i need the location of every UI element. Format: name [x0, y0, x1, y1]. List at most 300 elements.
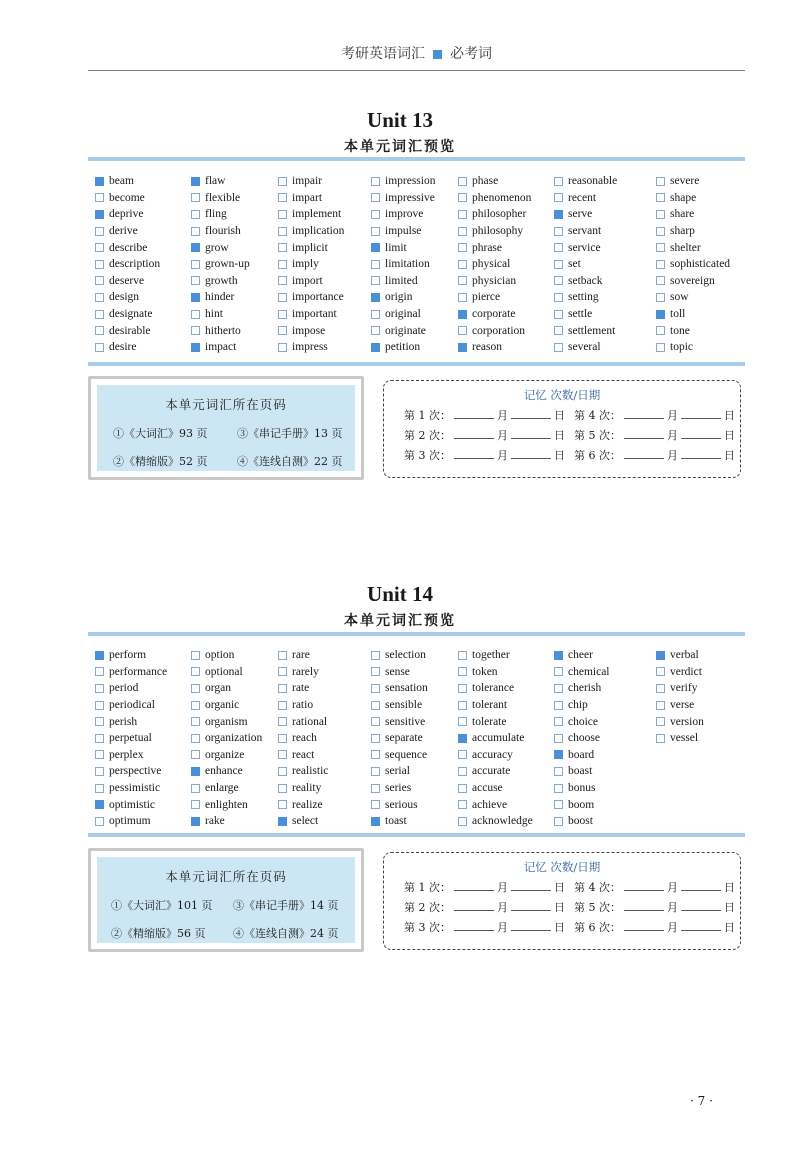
memory-attempt-label: 第 6 次：: [574, 449, 621, 462]
month-blank[interactable]: [624, 920, 664, 931]
vocabulary-item: [458, 339, 531, 356]
vocabulary-word: organization: [205, 732, 263, 745]
vocabulary-item: [656, 322, 730, 339]
unchecked-checkbox-icon[interactable]: [191, 260, 200, 269]
unchecked-checkbox-icon[interactable]: [554, 193, 563, 202]
vocabulary-word: implication: [292, 225, 345, 238]
unchecked-checkbox-icon[interactable]: [554, 667, 563, 676]
memory-log-row: [404, 899, 565, 915]
vocabulary-item: [371, 813, 428, 830]
unchecked-checkbox-icon[interactable]: [458, 260, 467, 269]
unchecked-checkbox-icon[interactable]: [278, 784, 287, 793]
checked-checkbox-icon[interactable]: [191, 343, 200, 352]
vocabulary-word: realize: [292, 798, 323, 811]
unchecked-checkbox-icon[interactable]: [458, 767, 467, 776]
vocabulary-column: [656, 647, 704, 747]
memory-attempt-label: 第 5 次：: [574, 429, 621, 442]
unchecked-checkbox-icon[interactable]: [554, 227, 563, 236]
vocabulary-item: [371, 273, 435, 290]
unchecked-checkbox-icon[interactable]: [95, 227, 104, 236]
memory-log-row: [574, 899, 735, 915]
vocabulary-item: [554, 647, 610, 664]
vocabulary-word: derive: [109, 225, 138, 238]
vocabulary-word: petition: [385, 341, 421, 354]
unchecked-checkbox-icon[interactable]: [191, 651, 200, 660]
month-blank[interactable]: [454, 920, 494, 931]
vocabulary-item: [656, 680, 704, 697]
vocabulary-word: set: [568, 258, 581, 271]
unchecked-checkbox-icon[interactable]: [278, 227, 287, 236]
vocabulary-word: pierce: [472, 291, 501, 304]
vocabulary-item: [191, 813, 262, 830]
month-label: 月: [497, 901, 508, 914]
checked-checkbox-icon[interactable]: [191, 817, 200, 826]
vocabulary-word: react: [292, 748, 315, 761]
memory-log-box: [383, 380, 741, 478]
month-blank[interactable]: [454, 880, 494, 891]
unchecked-checkbox-icon[interactable]: [554, 326, 563, 335]
vocabulary-column: [278, 173, 344, 356]
vocabulary-item: [278, 339, 344, 356]
vocabulary-word: choice: [568, 715, 599, 728]
day-blank[interactable]: [511, 428, 551, 439]
vocabulary-word: phase: [472, 175, 499, 188]
unchecked-checkbox-icon[interactable]: [191, 701, 200, 710]
unchecked-checkbox-icon[interactable]: [278, 210, 287, 219]
unchecked-checkbox-icon[interactable]: [95, 784, 104, 793]
unchecked-checkbox-icon[interactable]: [191, 784, 200, 793]
checked-checkbox-icon[interactable]: [656, 310, 665, 319]
unchecked-checkbox-icon[interactable]: [191, 210, 200, 219]
vocabulary-word: limited: [385, 274, 418, 287]
vocabulary-word: phrase: [472, 241, 503, 254]
unchecked-checkbox-icon[interactable]: [278, 326, 287, 335]
unchecked-checkbox-icon[interactable]: [458, 800, 467, 809]
unchecked-checkbox-icon[interactable]: [371, 210, 380, 219]
day-blank[interactable]: [511, 920, 551, 931]
vocabulary-word: reasonable: [568, 175, 618, 188]
vocabulary-word: organic: [205, 699, 240, 712]
vocabulary-word: service: [568, 241, 601, 254]
vocabulary-word: setback: [568, 274, 603, 287]
unchecked-checkbox-icon[interactable]: [95, 817, 104, 826]
unchecked-checkbox-icon[interactable]: [371, 667, 380, 676]
vocabulary-word: implicit: [292, 241, 328, 254]
vocabulary-item: [554, 664, 610, 681]
vocabulary-word: performance: [109, 665, 168, 678]
unchecked-checkbox-icon[interactable]: [371, 326, 380, 335]
vocabulary-item: [95, 763, 167, 780]
checked-checkbox-icon[interactable]: [458, 734, 467, 743]
vocabulary-item: [458, 763, 533, 780]
vocabulary-word: philosopher: [472, 208, 527, 221]
checked-checkbox-icon[interactable]: [191, 767, 200, 776]
unchecked-checkbox-icon[interactable]: [656, 276, 665, 285]
unchecked-checkbox-icon[interactable]: [554, 784, 563, 793]
vocabulary-word: sensible: [385, 699, 423, 712]
vocabulary-item: [554, 780, 610, 797]
unchecked-checkbox-icon[interactable]: [656, 326, 665, 335]
vocabulary-word: sophisticated: [670, 258, 731, 271]
vocabulary-word: corporation: [472, 324, 526, 337]
memory-log-row: [404, 427, 565, 443]
unchecked-checkbox-icon[interactable]: [191, 193, 200, 202]
day-blank[interactable]: [681, 408, 721, 419]
vocabulary-item: [554, 190, 617, 207]
unchecked-checkbox-icon[interactable]: [371, 651, 380, 660]
unchecked-checkbox-icon[interactable]: [458, 210, 467, 219]
month-blank[interactable]: [624, 428, 664, 439]
vocabulary-item: [371, 747, 428, 764]
vocabulary-word: boost: [568, 815, 593, 828]
vocabulary-item: [371, 339, 435, 356]
vocabulary-item: [278, 322, 344, 339]
vocabulary-word: acknowledge: [472, 815, 533, 828]
vocabulary-item: [371, 322, 435, 339]
vocabulary-word: rake: [205, 815, 225, 828]
checked-checkbox-icon[interactable]: [554, 750, 563, 759]
vocabulary-word: serial: [385, 765, 410, 778]
checked-checkbox-icon[interactable]: [371, 243, 380, 252]
unchecked-checkbox-icon[interactable]: [95, 667, 104, 676]
unchecked-checkbox-icon[interactable]: [95, 260, 104, 269]
unchecked-checkbox-icon[interactable]: [656, 667, 665, 676]
unchecked-checkbox-icon[interactable]: [458, 667, 467, 676]
unchecked-checkbox-icon[interactable]: [656, 717, 665, 726]
page-reference-box: [88, 376, 364, 480]
unchecked-checkbox-icon[interactable]: [95, 243, 104, 252]
unchecked-checkbox-icon[interactable]: [278, 750, 287, 759]
unchecked-checkbox-icon[interactable]: [656, 293, 665, 302]
unchecked-checkbox-icon[interactable]: [191, 800, 200, 809]
month-blank[interactable]: [454, 900, 494, 911]
page-reference-item: ①《大词汇》101 页: [111, 899, 213, 912]
vocabulary-word: accuse: [472, 782, 503, 795]
checked-checkbox-icon[interactable]: [191, 293, 200, 302]
checked-checkbox-icon[interactable]: [278, 817, 287, 826]
unchecked-checkbox-icon[interactable]: [191, 326, 200, 335]
unchecked-checkbox-icon[interactable]: [278, 243, 287, 252]
vocabulary-item: [371, 289, 435, 306]
vocabulary-word: verify: [670, 682, 698, 695]
checked-checkbox-icon[interactable]: [191, 243, 200, 252]
unchecked-checkbox-icon[interactable]: [458, 817, 467, 826]
unchecked-checkbox-icon[interactable]: [95, 767, 104, 776]
checked-checkbox-icon[interactable]: [371, 293, 380, 302]
unchecked-checkbox-icon[interactable]: [371, 684, 380, 693]
unchecked-checkbox-icon[interactable]: [278, 800, 287, 809]
unchecked-checkbox-icon[interactable]: [95, 276, 104, 285]
unchecked-checkbox-icon[interactable]: [458, 701, 467, 710]
vocabulary-item: [656, 713, 704, 730]
unchecked-checkbox-icon[interactable]: [554, 734, 563, 743]
unchecked-checkbox-icon[interactable]: [371, 784, 380, 793]
unchecked-checkbox-icon[interactable]: [458, 227, 467, 236]
unchecked-checkbox-icon[interactable]: [554, 817, 563, 826]
unchecked-checkbox-icon[interactable]: [458, 326, 467, 335]
unchecked-checkbox-icon[interactable]: [371, 717, 380, 726]
unchecked-checkbox-icon[interactable]: [278, 193, 287, 202]
unchecked-checkbox-icon[interactable]: [191, 276, 200, 285]
vocabulary-word: bonus: [568, 782, 596, 795]
vocabulary-word: several: [568, 341, 601, 354]
vocabulary-word: enhance: [205, 765, 243, 778]
unchecked-checkbox-icon[interactable]: [191, 310, 200, 319]
month-blank[interactable]: [624, 900, 664, 911]
checked-checkbox-icon[interactable]: [371, 343, 380, 352]
day-blank[interactable]: [681, 920, 721, 931]
vocabulary-word: rate: [292, 682, 310, 695]
unchecked-checkbox-icon[interactable]: [656, 701, 665, 710]
vocabulary-column: [371, 173, 435, 356]
checked-checkbox-icon[interactable]: [95, 651, 104, 660]
vocabulary-word: flaw: [205, 175, 226, 188]
vocabulary-item: [371, 173, 435, 190]
checked-checkbox-icon[interactable]: [458, 343, 467, 352]
checked-checkbox-icon[interactable]: [656, 651, 665, 660]
day-blank[interactable]: [511, 880, 551, 891]
vocabulary-word: sensitive: [385, 715, 426, 728]
vocabulary-word: corporate: [472, 308, 516, 321]
memory-attempt-label: 第 3 次：: [404, 449, 451, 462]
vocabulary-word: impair: [292, 175, 323, 188]
unchecked-checkbox-icon[interactable]: [458, 193, 467, 202]
unchecked-checkbox-icon[interactable]: [656, 243, 665, 252]
unchecked-checkbox-icon[interactable]: [554, 343, 563, 352]
unchecked-checkbox-icon[interactable]: [371, 767, 380, 776]
unchecked-checkbox-icon[interactable]: [191, 717, 200, 726]
vocabulary-word: optimum: [109, 815, 151, 828]
unchecked-checkbox-icon[interactable]: [656, 260, 665, 269]
vocabulary-item: [458, 173, 531, 190]
unchecked-checkbox-icon[interactable]: [95, 734, 104, 743]
unchecked-checkbox-icon[interactable]: [278, 667, 287, 676]
vocabulary-item: [191, 780, 262, 797]
day-label: 日: [724, 901, 735, 914]
unchecked-checkbox-icon[interactable]: [458, 651, 467, 660]
vocabulary-item: [458, 747, 533, 764]
day-blank[interactable]: [511, 900, 551, 911]
month-blank[interactable]: [624, 408, 664, 419]
vocabulary-item: [371, 206, 435, 223]
unchecked-checkbox-icon[interactable]: [191, 750, 200, 759]
unchecked-checkbox-icon[interactable]: [278, 701, 287, 710]
day-blank[interactable]: [681, 448, 721, 459]
unchecked-checkbox-icon[interactable]: [371, 701, 380, 710]
checked-checkbox-icon[interactable]: [371, 817, 380, 826]
checked-checkbox-icon[interactable]: [554, 651, 563, 660]
vocabulary-item: [371, 763, 428, 780]
unchecked-checkbox-icon[interactable]: [95, 293, 104, 302]
page-header: [88, 40, 745, 71]
unchecked-checkbox-icon[interactable]: [191, 684, 200, 693]
month-label: 月: [667, 881, 678, 894]
vocabulary-word: settlement: [568, 324, 616, 337]
vocabulary-item: [656, 173, 730, 190]
unchecked-checkbox-icon[interactable]: [278, 734, 287, 743]
unchecked-checkbox-icon[interactable]: [458, 684, 467, 693]
month-label: 月: [497, 449, 508, 462]
month-blank[interactable]: [624, 880, 664, 891]
unchecked-checkbox-icon[interactable]: [371, 734, 380, 743]
vocabulary-item: [371, 223, 435, 240]
unchecked-checkbox-icon[interactable]: [554, 310, 563, 319]
page-reference-item: ②《精缩版》56 页: [111, 927, 206, 940]
unchecked-checkbox-icon[interactable]: [554, 717, 563, 726]
checked-checkbox-icon[interactable]: [191, 177, 200, 186]
unchecked-checkbox-icon[interactable]: [554, 243, 563, 252]
vocabulary-item: [458, 206, 531, 223]
vocabulary-item: [458, 713, 533, 730]
unchecked-checkbox-icon[interactable]: [554, 767, 563, 776]
unchecked-checkbox-icon[interactable]: [458, 177, 467, 186]
vocabulary-item: [554, 173, 617, 190]
vocabulary-word: desirable: [109, 324, 151, 337]
vocabulary-word: pessimistic: [109, 782, 161, 795]
vocabulary-item: [554, 289, 617, 306]
unchecked-checkbox-icon[interactable]: [458, 750, 467, 759]
vocabulary-word: importance: [292, 291, 344, 304]
vocabulary-item: [458, 730, 533, 747]
unchecked-checkbox-icon[interactable]: [95, 193, 104, 202]
day-blank[interactable]: [681, 428, 721, 439]
unchecked-checkbox-icon[interactable]: [371, 750, 380, 759]
memory-log-box: [383, 852, 741, 950]
checked-checkbox-icon[interactable]: [554, 210, 563, 219]
month-blank[interactable]: [454, 408, 494, 419]
unchecked-checkbox-icon[interactable]: [191, 227, 200, 236]
unchecked-checkbox-icon[interactable]: [554, 701, 563, 710]
unchecked-checkbox-icon[interactable]: [371, 310, 380, 319]
checked-checkbox-icon[interactable]: [95, 210, 104, 219]
unchecked-checkbox-icon[interactable]: [278, 343, 287, 352]
vocabulary-word: accurate: [472, 765, 511, 778]
vocabulary-word: enlarge: [205, 782, 239, 795]
unchecked-checkbox-icon[interactable]: [278, 260, 287, 269]
unchecked-checkbox-icon[interactable]: [656, 227, 665, 236]
vocabulary-item: [278, 730, 328, 747]
vocabulary-word: verse: [670, 699, 695, 712]
day-label: 日: [724, 881, 735, 894]
vocabulary-item: [554, 322, 617, 339]
unchecked-checkbox-icon[interactable]: [554, 800, 563, 809]
unchecked-checkbox-icon[interactable]: [656, 734, 665, 743]
unchecked-checkbox-icon[interactable]: [371, 276, 380, 285]
unchecked-checkbox-icon[interactable]: [95, 701, 104, 710]
unchecked-checkbox-icon[interactable]: [371, 193, 380, 202]
month-label: 月: [667, 409, 678, 422]
vocabulary-item: [191, 256, 250, 273]
unchecked-checkbox-icon[interactable]: [554, 293, 563, 302]
unchecked-checkbox-icon[interactable]: [278, 177, 287, 186]
vocabulary-word: description: [109, 258, 161, 271]
vocabulary-item: [656, 256, 730, 273]
day-blank[interactable]: [681, 880, 721, 891]
unchecked-checkbox-icon[interactable]: [95, 750, 104, 759]
vocabulary-word: become: [109, 191, 145, 204]
month-blank[interactable]: [454, 448, 494, 459]
checked-checkbox-icon[interactable]: [95, 177, 104, 186]
unchecked-checkbox-icon[interactable]: [95, 310, 104, 319]
unchecked-checkbox-icon[interactable]: [656, 177, 665, 186]
unchecked-checkbox-icon[interactable]: [191, 734, 200, 743]
unchecked-checkbox-icon[interactable]: [656, 193, 665, 202]
unchecked-checkbox-icon[interactable]: [458, 293, 467, 302]
vocabulary-item: [95, 747, 167, 764]
unchecked-checkbox-icon[interactable]: [95, 326, 104, 335]
unchecked-checkbox-icon[interactable]: [278, 767, 287, 776]
day-blank[interactable]: [681, 900, 721, 911]
day-blank[interactable]: [511, 408, 551, 419]
day-label: 日: [724, 429, 735, 442]
vocabulary-word: token: [472, 665, 498, 678]
unchecked-checkbox-icon[interactable]: [554, 276, 563, 285]
unchecked-checkbox-icon[interactable]: [554, 177, 563, 186]
vocabulary-word: desire: [109, 341, 137, 354]
memory-log-row: [574, 427, 735, 443]
unchecked-checkbox-icon[interactable]: [458, 717, 467, 726]
unchecked-checkbox-icon[interactable]: [278, 651, 287, 660]
vocabulary-item: [278, 796, 328, 813]
unchecked-checkbox-icon[interactable]: [554, 260, 563, 269]
unchecked-checkbox-icon[interactable]: [554, 684, 563, 693]
vocabulary-word: verdict: [670, 665, 702, 678]
vocabulary-word: phenomenon: [472, 191, 532, 204]
unchecked-checkbox-icon[interactable]: [278, 684, 287, 693]
unchecked-checkbox-icon[interactable]: [656, 343, 665, 352]
unchecked-checkbox-icon[interactable]: [278, 310, 287, 319]
unchecked-checkbox-icon[interactable]: [278, 293, 287, 302]
memory-log-row: [574, 919, 735, 935]
vocabulary-item: [656, 730, 704, 747]
checked-checkbox-icon[interactable]: [458, 310, 467, 319]
unchecked-checkbox-icon[interactable]: [95, 343, 104, 352]
unchecked-checkbox-icon[interactable]: [458, 276, 467, 285]
month-blank[interactable]: [454, 428, 494, 439]
unchecked-checkbox-icon[interactable]: [371, 227, 380, 236]
day-blank[interactable]: [511, 448, 551, 459]
unchecked-checkbox-icon[interactable]: [371, 177, 380, 186]
vocabulary-item: [458, 223, 531, 240]
unchecked-checkbox-icon[interactable]: [656, 684, 665, 693]
unchecked-checkbox-icon[interactable]: [371, 800, 380, 809]
vocabulary-item: [656, 289, 730, 306]
unchecked-checkbox-icon[interactable]: [371, 260, 380, 269]
unchecked-checkbox-icon[interactable]: [458, 784, 467, 793]
unit-bottom-band: [88, 362, 745, 366]
vocabulary-word: boom: [568, 798, 595, 811]
unit-top-band: [88, 157, 745, 161]
unchecked-checkbox-icon[interactable]: [458, 243, 467, 252]
unchecked-checkbox-icon[interactable]: [656, 210, 665, 219]
vocabulary-word: boast: [568, 765, 593, 778]
vocabulary-word: perform: [109, 649, 147, 662]
vocabulary-word: shelter: [670, 241, 701, 254]
unchecked-checkbox-icon[interactable]: [95, 717, 104, 726]
unchecked-checkbox-icon[interactable]: [278, 276, 287, 285]
unchecked-checkbox-icon[interactable]: [191, 667, 200, 676]
checked-checkbox-icon[interactable]: [95, 800, 104, 809]
vocabulary-word: recent: [568, 191, 597, 204]
vocabulary-word: settle: [568, 308, 593, 321]
day-label: 日: [554, 429, 565, 442]
unchecked-checkbox-icon[interactable]: [278, 717, 287, 726]
memory-attempt-label: 第 3 次：: [404, 921, 451, 934]
unchecked-checkbox-icon[interactable]: [95, 684, 104, 693]
vocabulary-item: [191, 730, 262, 747]
vocabulary-word: sequence: [385, 748, 428, 761]
month-blank[interactable]: [624, 448, 664, 459]
